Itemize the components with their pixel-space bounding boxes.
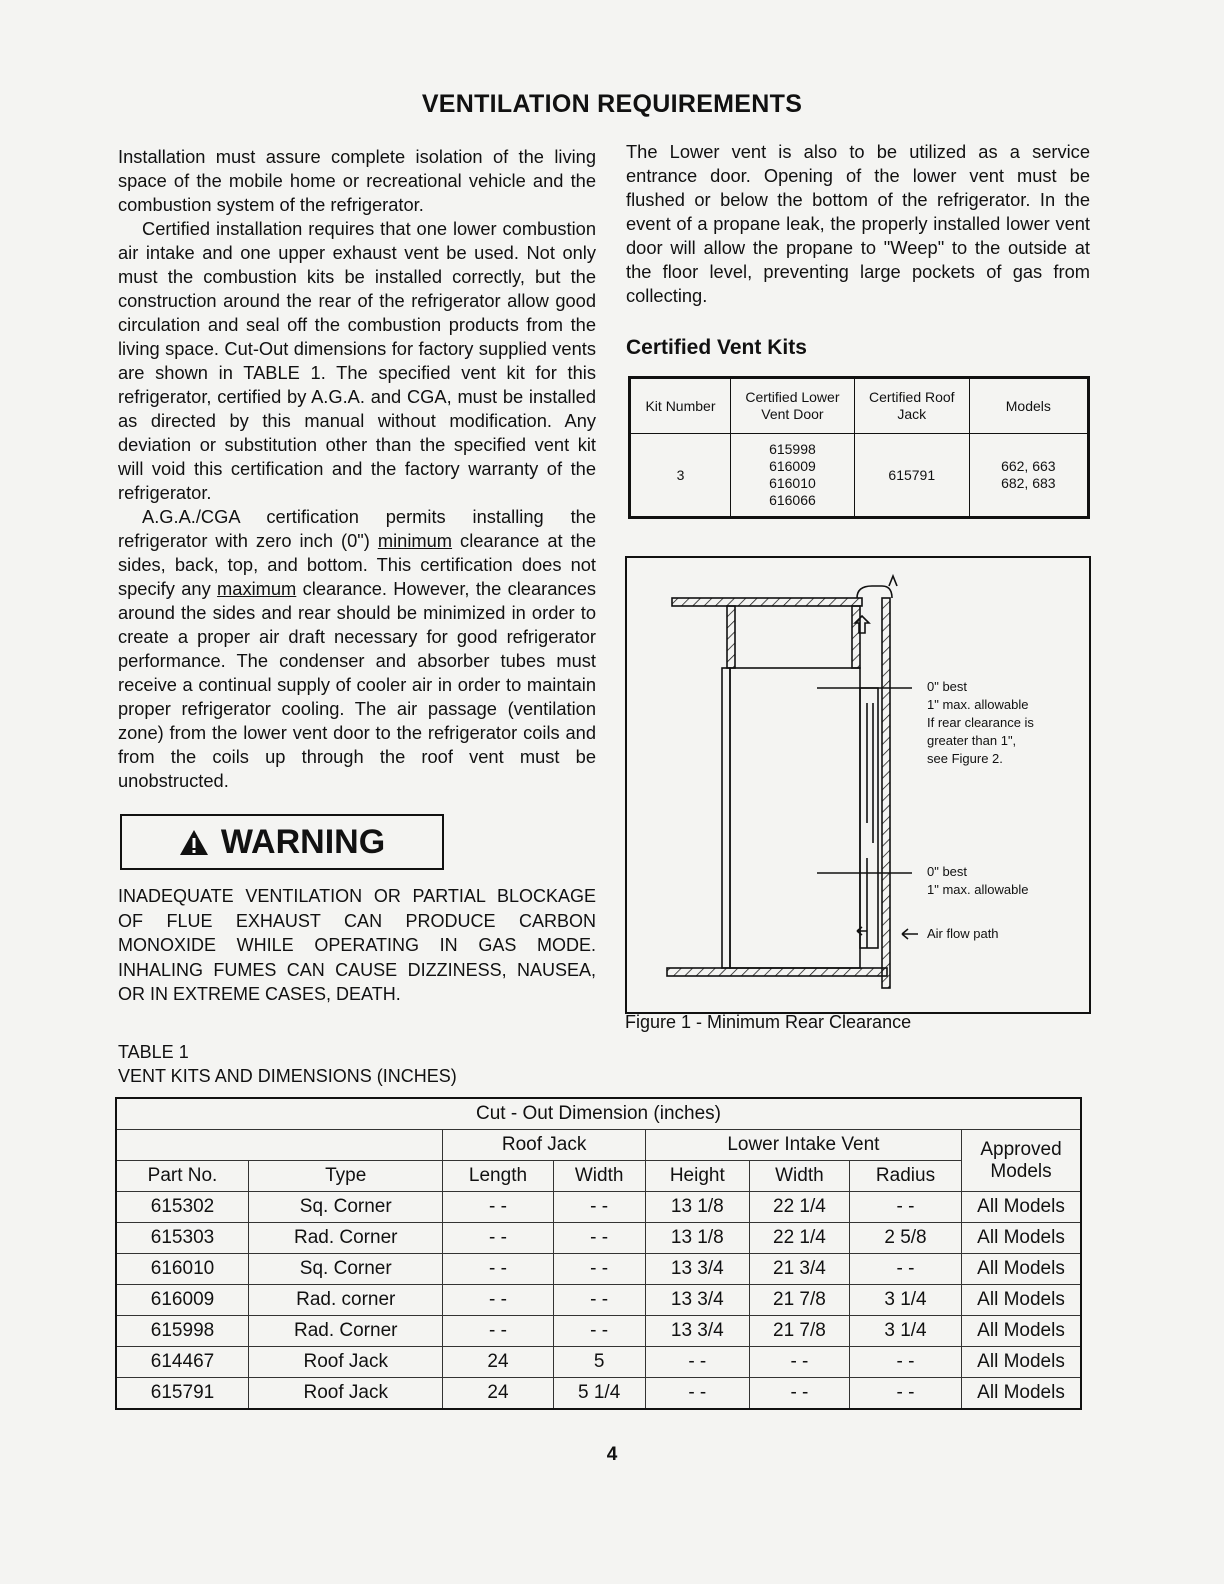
table-title xyxy=(118,1040,457,1088)
warning-triangle-icon xyxy=(179,829,209,856)
paragraph xyxy=(118,505,596,793)
text: clearance. However, the clearances around the sides and rear should be minimized in order to create a proper air draft necessary for good refrigerator performance. The condenser and absorber tubes must receive a continual supply of cooler air in order to maintain proper refrigerator cooling. The air passage (ventilation zone) from the lower vent door to the refrigerator coils and from the coils up through the roof vent must be unobstructed. xyxy=(118,578,596,791)
cell: - - xyxy=(850,1347,962,1378)
cell: Rad. corner xyxy=(249,1285,443,1316)
cell: - - xyxy=(749,1378,849,1410)
text: clearance at the sides, back, top, and bottom. This certification does not specify any xyxy=(118,530,596,599)
cell: - - xyxy=(443,1316,553,1347)
cell: 24 xyxy=(443,1347,553,1378)
table-row xyxy=(116,1192,1081,1223)
warning-box xyxy=(120,814,444,870)
table-row xyxy=(116,1254,1081,1285)
header-cell: Radius xyxy=(850,1161,962,1192)
cell: - - xyxy=(553,1285,645,1316)
left-column xyxy=(118,145,596,793)
cell: 21 3/4 xyxy=(749,1254,849,1285)
section-heading: Certified Vent Kits xyxy=(626,336,807,359)
cell: - - xyxy=(645,1347,749,1378)
text: TABLE 1 xyxy=(118,1042,189,1062)
cell: All Models xyxy=(962,1378,1082,1410)
text: 1" max. allowable xyxy=(927,882,1029,897)
text: maximum xyxy=(217,578,297,599)
table-header-row xyxy=(630,378,1089,434)
header-cell: Certified Lower Vent Door xyxy=(730,378,854,434)
cell: 5 1/4 xyxy=(553,1378,645,1410)
cell: - - xyxy=(443,1254,553,1285)
header-cell: Models xyxy=(969,378,1088,434)
text: 682, 683 xyxy=(1001,475,1056,491)
warning-label: WARNING xyxy=(220,822,386,861)
table-row xyxy=(630,434,1089,518)
cell: 616010 xyxy=(116,1254,249,1285)
cell: All Models xyxy=(962,1223,1082,1254)
cell: 615998 xyxy=(116,1316,249,1347)
cell: - - xyxy=(645,1378,749,1410)
cell: - - xyxy=(443,1223,553,1254)
page-number: 4 xyxy=(606,1444,618,1465)
cell: 616009 xyxy=(116,1285,249,1316)
paragraph: The Lower vent is also to be utilized as a service entrance door. Opening of the lower vent must be flushed or below the bottom of the refrigerator. In the event of a propane leak, the properly installed lower vent door will allow the propane to "Weep" to the outside at the floor level, preventing large pockets of gas from collecting. xyxy=(626,141,1090,306)
cell: 21 7/8 xyxy=(749,1316,849,1347)
table-header-row xyxy=(116,1098,1081,1130)
table-row xyxy=(116,1347,1081,1378)
page-title: VENTILATION REQUIREMENTS xyxy=(421,90,803,118)
figure-caption: Figure 1 - Minimum Rear Clearance xyxy=(625,1012,912,1032)
header-cell: Length xyxy=(443,1161,553,1192)
cell: - - xyxy=(850,1192,962,1223)
cell: 24 xyxy=(443,1378,553,1410)
airflow-label: Air flow path xyxy=(927,926,999,941)
header-cell: Lower Intake Vent xyxy=(645,1130,961,1161)
header-cell: Certified Roof Jack xyxy=(854,378,969,434)
cell: - - xyxy=(553,1316,645,1347)
header-cell: Height xyxy=(645,1161,749,1192)
text: minimum xyxy=(377,530,453,551)
text: greater than 1", xyxy=(927,733,1017,748)
cell: 615303 xyxy=(116,1223,249,1254)
cell: 13 1/8 xyxy=(645,1192,749,1223)
cell: 3 1/4 xyxy=(850,1285,962,1316)
cell: 3 1/4 xyxy=(850,1316,962,1347)
text: 615998 xyxy=(769,441,816,457)
cell: - - xyxy=(850,1254,962,1285)
cell: Sq. Corner xyxy=(249,1192,443,1223)
cell: All Models xyxy=(962,1254,1082,1285)
clearance-label-lower: 0" best xyxy=(927,864,968,879)
header-cell: Roof Jack xyxy=(443,1130,645,1161)
cell: 21 7/8 xyxy=(749,1285,849,1316)
cell: - - xyxy=(443,1192,553,1223)
table-row xyxy=(116,1316,1081,1347)
right-column xyxy=(626,140,1090,308)
table-row xyxy=(116,1285,1081,1316)
header-cell: Type xyxy=(249,1161,443,1192)
table-header-row xyxy=(116,1130,1081,1161)
cell: 615302 xyxy=(116,1192,249,1223)
cell: 2 5/8 xyxy=(850,1223,962,1254)
cell: - - xyxy=(850,1378,962,1410)
text: see Figure 2. xyxy=(927,751,1003,766)
cell: 13 1/8 xyxy=(645,1223,749,1254)
table-row xyxy=(116,1378,1081,1410)
cell: - - xyxy=(553,1192,645,1223)
cell: Sq. Corner xyxy=(249,1254,443,1285)
cell: All Models xyxy=(962,1285,1082,1316)
cell: 13 3/4 xyxy=(645,1254,749,1285)
cell: Rad. Corner xyxy=(249,1316,443,1347)
header-cell: Cut - Out Dimension (inches) xyxy=(116,1098,1081,1130)
text: A.G.A./CGA certification permits installing the refrigerator with zero inch (0") xyxy=(118,506,596,551)
vent-kits-table xyxy=(628,376,1090,519)
text: 616009 xyxy=(769,458,816,474)
text: If rear clearance is xyxy=(927,715,1034,730)
cell xyxy=(730,434,854,518)
header-cell xyxy=(116,1130,443,1161)
text: 616066 xyxy=(769,492,816,508)
text: 662, 663 xyxy=(1001,458,1056,474)
paragraph: Installation must assure complete isolation of the living space of the mobile home or recreational vehicle and the combustion system of the refrigerator. xyxy=(118,146,596,215)
cell: - - xyxy=(443,1285,553,1316)
cell: All Models xyxy=(962,1316,1082,1347)
cell: Roof Jack xyxy=(249,1378,443,1410)
arrow-left-icon xyxy=(902,929,918,939)
header-cell: Width xyxy=(553,1161,645,1192)
table-header-row xyxy=(116,1161,1081,1192)
header-cell: Approved Models xyxy=(962,1130,1082,1192)
cell: All Models xyxy=(962,1347,1082,1378)
cell: 22 1/4 xyxy=(749,1223,849,1254)
text: VENT KITS AND DIMENSIONS (INCHES) xyxy=(118,1066,457,1086)
dimensions-table xyxy=(115,1097,1082,1410)
cell: 13 3/4 xyxy=(645,1285,749,1316)
cell: 13 3/4 xyxy=(645,1316,749,1347)
text: 616010 xyxy=(769,475,816,491)
cell: All Models xyxy=(962,1192,1082,1223)
cell: 614467 xyxy=(116,1347,249,1378)
cell: Rad. Corner xyxy=(249,1223,443,1254)
header-cell: Width xyxy=(749,1161,849,1192)
cell: - - xyxy=(749,1347,849,1378)
cell: 615791 xyxy=(854,434,969,518)
warning-text: INADEQUATE VENTILATION OR PARTIAL BLOCKAGE OF FLUE EXHAUST CAN PRODUCE CARBON MONOXIDE WHILE OPERATING IN GAS MODE. INHALING FUMES CAN CAUSE DIZZINESS, NAUSEA, OR IN EXTREME CASES, DEATH. xyxy=(118,886,596,1004)
header-cell: Part No. xyxy=(116,1161,249,1192)
cell: 615791 xyxy=(116,1378,249,1410)
cell: - - xyxy=(553,1254,645,1285)
paragraph: Certified installation requires that one lower combustion air intake and one upper exhaust vent be used. Not only must the combustion kits be installed correctly, but the construction around the rear of the refrigerator allow good circulation and seal off the combustion products from the living space. Cut-Out dimensions for factory supplied vents are shown in TABLE 1. The specified vent kit for this refrigerator, certified by A.G.A. and CGA, must be installed as directed by this manual without modification. Any deviation or substitution other than the specified vent kit will void this certification and the factory warranty of the refrigerator. xyxy=(118,218,596,503)
figure-1 xyxy=(625,556,1091,1014)
text: 1" max. allowable xyxy=(927,697,1029,712)
cell: - - xyxy=(553,1223,645,1254)
cell: Roof Jack xyxy=(249,1347,443,1378)
cell: 3 xyxy=(630,434,731,518)
rear-clearance-diagram xyxy=(627,558,1089,1012)
header-cell: Kit Number xyxy=(630,378,731,434)
cell: 5 xyxy=(553,1347,645,1378)
cell: 22 1/4 xyxy=(749,1192,849,1223)
clearance-label-upper: 0" best xyxy=(927,679,968,694)
table-row xyxy=(116,1223,1081,1254)
cell xyxy=(969,434,1088,518)
